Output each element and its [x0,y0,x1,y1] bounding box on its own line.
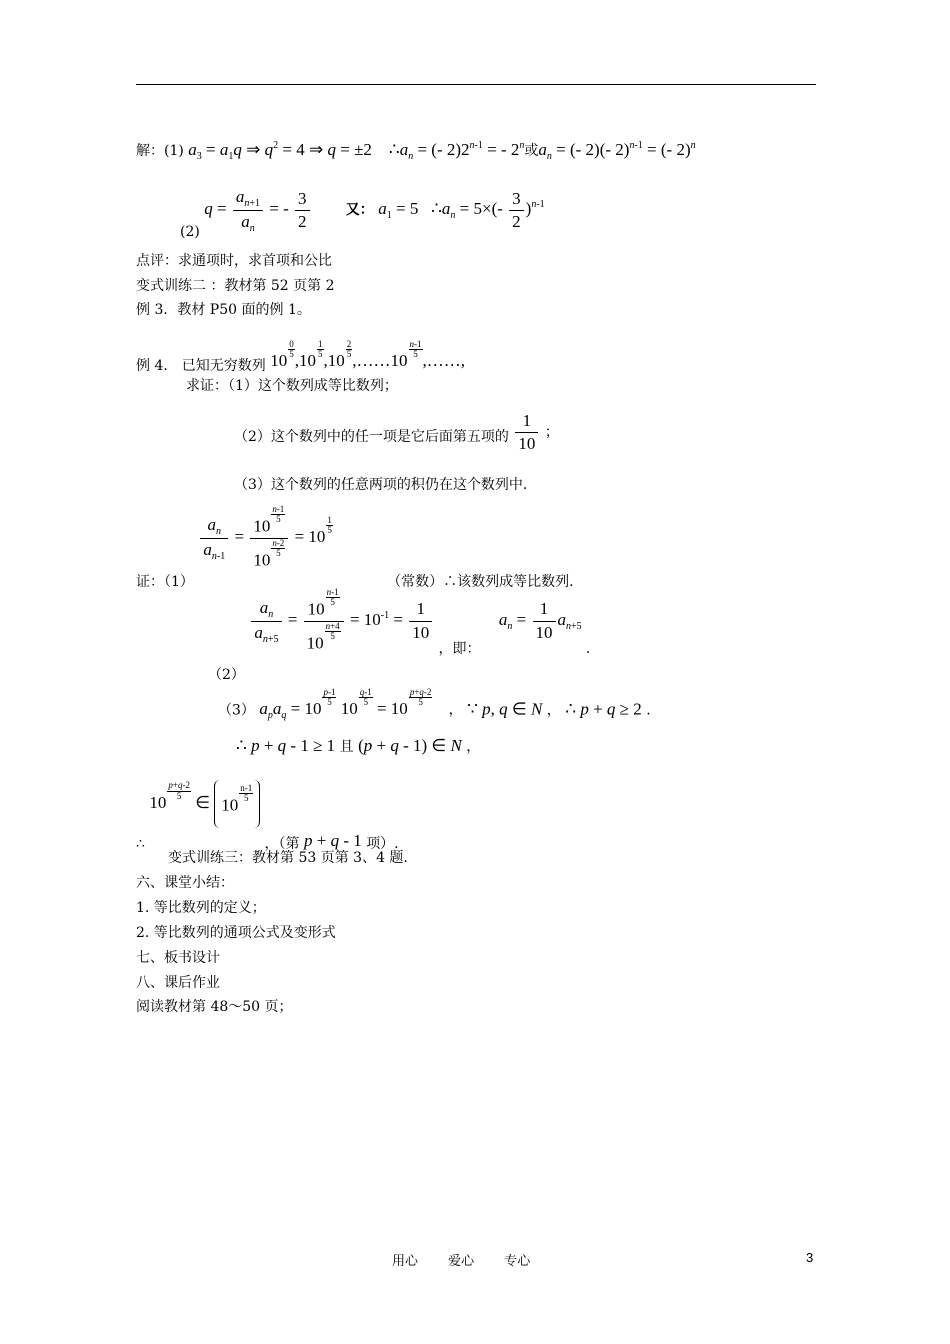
solution-1-formula: $a_3 = a_1q$ ⇒ $q^2 = 4$ ⇒ q = ±2 $\therefore a_n$ = (- $2)2^{n-1}$ = - 2$^n$ [188,140,525,162]
proof-2-formula-b: $a_n$ = $\frac{1}{10}$ $a_{n+5}$ [498,599,582,642]
example-3-line: 例 3．教材 P50 面的例 1。 [136,302,311,318]
proof-2-line [208,587,591,683]
solution-2-formula-b: $a_1 = 5$ $\therefore a_n = 5\times(-$ $\frac{3}{2}$ )$^{n-1}$ [378,188,545,231]
comment-line: 点评：求通项时，求首项和公比 [136,253,332,269]
proof-4-line [236,736,480,756]
example-4-line [136,334,466,375]
proof-1-line [136,504,574,590]
solution-1 [136,140,696,163]
proof-3-mid2: ， [546,702,561,719]
page-footer: 用心 爱心 专心 [392,1254,531,1269]
summary-item-2: 2. 等比数列的通项公式及变形式 [136,925,336,941]
proof-2-formula: $\frac{a_n}{a_{n+5}}$ = 10 $\frac{n-1}{5}$ 10 $\frac{n+4}{5}$ = $10^{-1}$ = $\frac{1}{10}$ [249,610,438,629]
variant-2-line: 变式训练二 ：教材第 52 页第 2 [136,278,335,294]
header-rule [136,84,816,85]
proof-4-formula: ∴ p + q - 1 ≥ 1 [236,736,336,755]
proof-3-formula-c: ∴ p + q ≥ 2 [565,699,642,719]
solution-2-label: (2) [180,224,200,241]
solution-2 [180,186,545,241]
section-8-heading: 八、课后作业 [136,975,220,991]
solution-1-formula-b: $a_n$ = (- 2)(- 2)$^{n-1}$ = (- 2)$^n$ [538,140,696,162]
proof-4-mid: 且 [339,739,354,755]
proof-3-formula: $a_pa_q = 10$ $\frac{p-1}{5}$ 10 $\frac{q-1}{5}$ = 10 $\frac{p+q-2}{5}$ [259,687,432,722]
section-6-heading: 六、课堂小结： [136,875,234,891]
proof-1-label: 证：（1） [136,573,194,590]
prove-3-line: （3）这个数列的任意两项的积仍在这个数列中. [234,477,528,493]
conclusion-line [136,780,399,852]
sequence-formula: 10 $\frac{0}{5}$ ,10 $\frac{1}{5}$ ,10 $\frac{2}{5}$ ,……10 $\frac{n-1}{5}$ ,……, [270,339,466,371]
proof-1-tail: （常数）∴该数列成等比数列. [387,573,574,590]
again-text: 又： [345,202,374,219]
proof-3-line [218,688,651,722]
conclusion-end: 项）. [366,835,399,852]
prove-intro: 求证：（1）这个数列成等比数列； [186,378,398,394]
homework-line: 阅读教材第 48～50 页； [136,999,293,1015]
solution-2-formula: q = $\frac{a_{n+1}}{a_n}$ = - $\frac{3}{2}$ [204,199,315,218]
example-4-label: 例 4． 已知无穷数列 [136,358,266,375]
conclusion-term: p + q - 1 [303,830,362,850]
proof-3-label: （3） [218,702,255,719]
summary-item-1: 1. 等比数列的定义； [136,900,266,916]
proof-4-end: ， [466,739,481,755]
page-number: 3 [806,1250,814,1265]
variant-3-line: 变式训练三：教材第 53 页第 3、4 题. [168,850,408,866]
solution-1-label: 解：(1) [136,143,184,159]
proof-1-formula: $\frac{a_n}{a_{n-1}}$ = 10 $\frac{n-1}{5}$ 10 $\frac{n-2}{5}$ = 10 $\frac{1}{5}$ [198,527,337,546]
section-7-heading: 七、板书设计 [136,950,220,966]
one-tenth-fraction: $\frac{1}{10}$ [515,410,538,455]
proof-2-end: . [585,640,591,657]
conclusion-formula: 10 $\frac{p+q-2}{5}$ ∈ 10 $\frac{n-1}{5}$ [149,793,264,812]
prove-2-end: ； [544,424,559,441]
prove-2-text: （2）这个数列中的任一项是它后面第五项的 [234,428,509,445]
prove-2-line [234,410,559,455]
conclusion-paren: ，（第 [264,835,300,852]
proof-3-formula-b: ∵ p, q ∈ N [467,699,543,719]
proof-3-mid1: ， [448,702,463,719]
proof-3-end: . [646,702,651,719]
proof-4-formula-b: (p + q - 1) ∈ N [358,736,462,755]
proof-2-label: （2） [208,666,245,683]
proof-2-mid: ，即： [438,640,481,657]
therefore-symbol: ∴ [136,835,145,852]
or-text: 或 [524,143,539,159]
